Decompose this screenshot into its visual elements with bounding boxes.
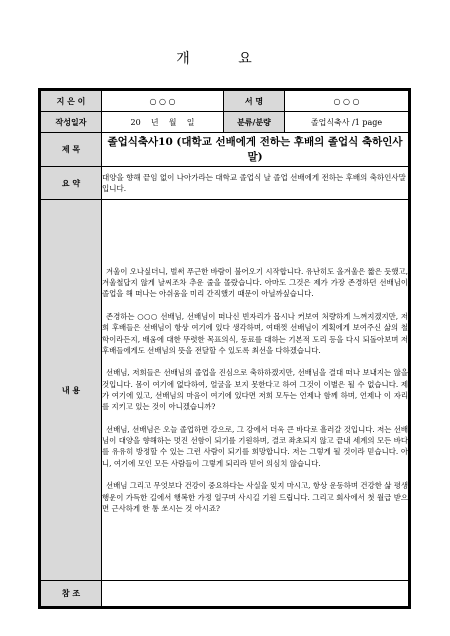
- content-paragraph: 겨울이 오나싶더니, 벌써 푸근한 바람이 불어오기 시작합니다. 유난히도 올겨울은 짧은 듯했고, 겨울철답지 않게 날씨조차 추운 줄을 몰랐습니다. 아마도 그것은 제가 가장 존경하던 선배님이 졸업을 해 떠나는 아쉬움을 미리 간직했기 때문이 아닐까싶습니다.: [102, 266, 408, 299]
- page-title: 개 요: [176, 51, 274, 67]
- reference-value: [102, 581, 409, 607]
- subject-value: 졸업식축사10 (대학교 선배에게 전하는 후배의 졸업식 축하인사말): [102, 133, 409, 167]
- reference-row: [41, 581, 409, 607]
- date-label: 작성일자: [41, 112, 102, 133]
- date-value: 20 년 월 일: [102, 112, 224, 133]
- author-value: ○ ○ ○: [102, 91, 224, 112]
- content-body: [102, 200, 409, 581]
- category-label: 분류/분량: [224, 112, 285, 133]
- content-label: 내 용: [41, 200, 102, 581]
- summary-row: [41, 167, 409, 200]
- subject-label: 제 목: [41, 133, 102, 167]
- content-paragraph: 선배님, 선배님은 오늘 졸업하면 강으로, 그 강에서 더욱 큰 바다로 흘러갈 것입니다. 저는 선배님이 대양을 향해하는 멋진 선함이 되기를 기원하며, 결코 좌초되지 않고 끝내 세계의 모든 바다를 유유히 방정할 수 있는 그런 사람이 되기를 희망합니다. 저는 그렇게 될 것이라 믿습니다. 아니, 여기에 모인 모든 사람들이 그렇게 되리라 믿어 의심치 않습니다.: [102, 424, 408, 468]
- signature-label: 서 명: [224, 91, 285, 112]
- summary-label: 요 약: [41, 167, 102, 200]
- category-value: 졸업식축사 /1 page: [285, 112, 409, 133]
- content-paragraph: 선배님 그리고 무엇보다 건강이 중요하다는 사실을 잊지 마시고, 항상 운동하며 건강한 삶 평생 행운이 가득한 길에서 행복한 가정 일구며 사시길 기원 드립니다. 그리고 회사에서 첫 월급 받으면 근사하게 한 통 쏘시는 것 아시죠?: [102, 481, 408, 513]
- form-table: [40, 90, 409, 607]
- author-label: 지 은 이: [41, 91, 102, 112]
- date-row: [41, 112, 409, 133]
- content-paragraph: 선배님, 저희들은 선배님의 졸업을 진심으로 축하하겠지만, 선배님을 결대 떠나 보내지는 않을 것입니다. 몸이 여기에 없다하여, 얼굴을 보지 못한다고 하여 그것이 이별은 될 수 없습니다. 제가 여기에 있고, 선배님의 마음이 여기에 있다면 저희 모두는 언제나 함께 하며, 언제나 이 자리를 지키고 있는 것이 아니겠습니까?: [102, 368, 408, 412]
- author-row: [41, 91, 409, 112]
- reference-label: 참 조: [41, 581, 102, 607]
- content-paragraph: 존경하는 ○○○ 선배님, 선배님이 떠나신 빈자리가 몹시나 커보여 처량하게 느껴지겠지만, 저희 후배들은 선배님이 항상 여기에 있다 생각하며, 여태껏 선배님이 게획에게 보여주신 삶의 철학이라든지, 배움에 대한 뚜렷한 목표의식, 동료를 대하는 기본적 도리 등을 다시 되돌아보며 저 후배들에게도 선배님의 뜻을 전달할 수 있도록 최선을 다하겠습니다.: [102, 311, 408, 355]
- content-row: [41, 200, 409, 581]
- signature-value: ○ ○ ○: [285, 91, 409, 112]
- summary-form: [38, 88, 411, 609]
- subject-row: [41, 133, 409, 167]
- summary-value: 대양을 향해 끝임 없이 나아가라는 대학교 졸업식 날 졸업 선배에게 전하는 후배의 축하인사말입니다.: [102, 167, 409, 200]
